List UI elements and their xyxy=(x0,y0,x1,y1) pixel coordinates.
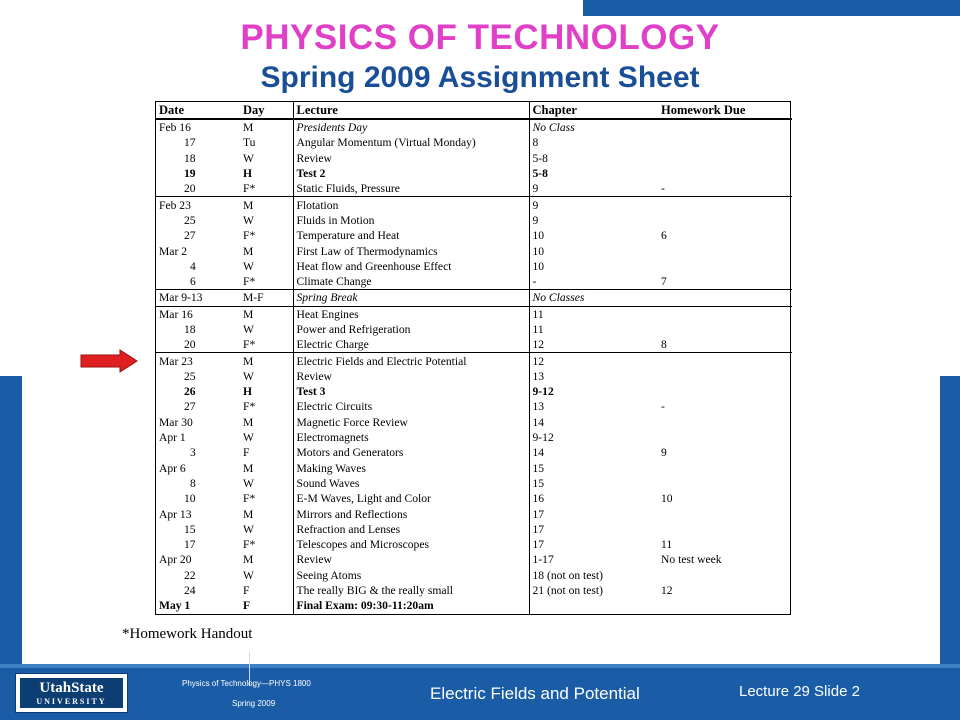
cell-chapter: 13 xyxy=(532,400,545,414)
university-logo xyxy=(15,673,128,713)
cell-date: 17 xyxy=(184,136,196,150)
table-row xyxy=(156,228,792,243)
cell-homework xyxy=(658,353,792,369)
cell-homework xyxy=(658,369,792,384)
table-row xyxy=(156,337,792,353)
cell-day: M xyxy=(240,552,293,567)
cell-date: Apr 1 xyxy=(159,431,186,445)
cell-chapter: 14 xyxy=(532,415,545,429)
cell-day: W xyxy=(240,322,293,337)
cell-date: Feb 23 xyxy=(156,197,240,213)
cell-lecture: Review xyxy=(293,552,529,567)
cell-date: 18 xyxy=(184,323,196,336)
table-row xyxy=(156,197,792,213)
footer-term: Spring 2009 xyxy=(232,699,276,708)
table-row xyxy=(156,369,792,384)
cell-chapter: No Classes xyxy=(529,290,658,306)
column-header: Date xyxy=(156,102,240,119)
cell-date: 8 xyxy=(190,476,196,490)
cell-date: 6 xyxy=(190,275,196,289)
cell-chapter: - xyxy=(532,275,537,289)
cell-homework: 8 xyxy=(661,338,667,352)
cell-day: F* xyxy=(240,537,293,552)
cell-chapter: 14 xyxy=(532,446,545,460)
cell-lecture: Power and Refrigeration xyxy=(293,322,529,337)
cell-homework xyxy=(658,522,792,537)
cell-lecture: Spring Break xyxy=(293,290,529,306)
cell-chapter: 17 xyxy=(532,538,545,552)
cell-date: 18 xyxy=(184,151,196,165)
red-arrow-icon xyxy=(80,349,138,373)
cell-lecture: Magnetic Force Review xyxy=(293,415,529,430)
cell-day: M xyxy=(240,415,293,430)
cell-day: F xyxy=(240,445,293,460)
cell-date: 15 xyxy=(184,522,196,536)
cell-homework xyxy=(658,197,792,213)
cell-chapter: 13 xyxy=(532,369,545,383)
table-row xyxy=(156,598,792,613)
cell-homework xyxy=(658,119,792,135)
cell-date: Mar 9-13 xyxy=(156,290,240,306)
cell-chapter: 5-8 xyxy=(532,167,548,181)
cell-lecture: Sound Waves xyxy=(293,476,529,491)
cell-day: W xyxy=(240,213,293,228)
cell-date: 27 xyxy=(184,229,196,243)
cell-day: F xyxy=(240,598,293,613)
cell-lecture: Making Waves xyxy=(293,461,529,476)
table-row xyxy=(156,399,792,414)
cell-lecture: Test 3 xyxy=(293,384,529,399)
cell-lecture: Climate Change xyxy=(293,274,529,290)
cell-chapter: 10 xyxy=(532,259,545,273)
cell-date: Apr 20 xyxy=(159,553,192,567)
cell-day: F* xyxy=(240,399,293,414)
cell-homework xyxy=(658,476,792,491)
cell-date: 25 xyxy=(184,213,196,227)
cell-homework xyxy=(658,259,792,274)
table-row xyxy=(156,243,792,258)
table-row xyxy=(156,476,792,491)
cell-homework: 12 xyxy=(661,584,673,598)
table-row xyxy=(156,213,792,228)
cell-homework xyxy=(658,461,792,476)
cell-lecture: Flotation xyxy=(293,197,529,213)
cell-lecture: Final Exam: 09:30-11:20am xyxy=(293,598,529,613)
cell-homework xyxy=(658,151,792,166)
table-row xyxy=(156,506,792,521)
cell-date: 20 xyxy=(184,182,196,196)
cell-lecture: Review xyxy=(293,369,529,384)
cell-chapter: 1-17 xyxy=(532,553,554,567)
table-row xyxy=(156,445,792,460)
cell-date: 24 xyxy=(184,584,196,598)
table-row xyxy=(156,135,792,150)
table-row xyxy=(156,151,792,166)
cell-date: 19 xyxy=(184,167,196,181)
cell-day: F xyxy=(240,583,293,598)
table-row xyxy=(156,166,792,181)
cell-day: W xyxy=(240,259,293,274)
cell-day: F* xyxy=(240,337,293,353)
cell-homework xyxy=(658,290,792,306)
table-row xyxy=(156,415,792,430)
cell-lecture: Test 2 xyxy=(293,166,529,181)
cell-homework xyxy=(658,506,792,521)
cell-chapter: 5-8 xyxy=(532,151,548,165)
cell-date: Apr 13 xyxy=(159,507,192,521)
cell-chapter: 12 xyxy=(532,338,545,352)
cell-chapter: No Class xyxy=(532,121,575,135)
cell-chapter: 17 xyxy=(532,522,545,536)
cell-lecture: Mirrors and Reflections xyxy=(293,506,529,521)
cell-day: W xyxy=(240,369,293,384)
cell-day: M xyxy=(240,461,293,476)
cell-date: 26 xyxy=(184,385,196,399)
cell-lecture: Electric Charge xyxy=(293,337,529,353)
cell-chapter: 8 xyxy=(532,136,539,150)
cell-lecture: Electromagnets xyxy=(293,430,529,445)
homework-handout-note: *Homework Handout xyxy=(122,626,253,642)
cell-lecture: First Law of Thermodynamics xyxy=(293,243,529,258)
cell-date: Mar 23 xyxy=(156,353,240,369)
table-row xyxy=(156,491,792,506)
cell-homework: 11 xyxy=(661,538,673,552)
cell-lecture: Fluids in Motion xyxy=(293,213,529,228)
assignment-table xyxy=(155,101,791,615)
table-row xyxy=(156,430,792,445)
cell-homework xyxy=(658,243,792,258)
column-header: Chapter xyxy=(529,102,658,119)
logo-subtext: UNIVERSITY xyxy=(36,697,107,706)
cell-chapter: 9 xyxy=(529,197,658,213)
cell-lecture: Telescopes and Microscopes xyxy=(293,537,529,552)
cell-homework xyxy=(658,135,792,150)
cell-chapter: 9 xyxy=(532,213,539,227)
table-header-row xyxy=(156,102,792,119)
column-header: Day xyxy=(240,102,293,119)
cell-day: F* xyxy=(240,181,293,197)
cell-lecture: Refraction and Lenses xyxy=(293,522,529,537)
cell-homework: - xyxy=(661,400,665,414)
cell-lecture: Seeing Atoms xyxy=(293,568,529,583)
cell-chapter: 17 xyxy=(532,507,545,521)
cell-day: M-F xyxy=(240,290,293,306)
cell-chapter: 18 (not on test) xyxy=(532,568,604,582)
cell-chapter: 9-12 xyxy=(532,431,554,445)
cell-chapter: 10 xyxy=(532,244,545,258)
footer-lecture-slide: Lecture 29 Slide 2 xyxy=(739,683,860,700)
cell-day: W xyxy=(240,476,293,491)
cell-lecture: Temperature and Heat xyxy=(293,228,529,243)
cell-homework xyxy=(658,322,792,337)
cell-homework: 7 xyxy=(661,275,667,289)
cell-lecture: The really BIG & the really small xyxy=(293,583,529,598)
cell-day: F* xyxy=(240,491,293,506)
cell-homework xyxy=(658,568,792,583)
cell-day: H xyxy=(240,384,293,399)
left-blue-bar xyxy=(0,376,22,666)
cell-lecture: Angular Momentum (Virtual Monday) xyxy=(293,135,529,150)
table-row xyxy=(156,290,792,306)
cell-homework xyxy=(658,415,792,430)
cell-date: Feb 16 xyxy=(159,121,191,135)
cell-lecture: Static Fluids, Pressure xyxy=(293,181,529,197)
cell-chapter: 11 xyxy=(529,306,658,322)
right-blue-bar xyxy=(940,376,960,666)
table-row xyxy=(156,522,792,537)
cell-homework: 6 xyxy=(661,229,667,243)
cell-homework: 9 xyxy=(661,446,667,460)
cell-chapter: 21 (not on test) xyxy=(532,584,604,598)
cell-homework xyxy=(658,213,792,228)
table-row xyxy=(156,353,792,369)
table-row xyxy=(156,322,792,337)
cell-day: M xyxy=(240,197,293,213)
cell-chapter: 9 xyxy=(532,182,539,196)
cell-day: M xyxy=(240,506,293,521)
cell-lecture: Review xyxy=(293,151,529,166)
cell-lecture: Electric Fields and Electric Potential xyxy=(293,353,529,369)
top-blue-strip xyxy=(583,0,960,16)
slide-title: PHYSICS OF TECHNOLOGY xyxy=(240,18,720,57)
cell-lecture: Motors and Generators xyxy=(293,445,529,460)
cell-day: Tu xyxy=(240,135,293,150)
cell-lecture: E-M Waves, Light and Color xyxy=(293,491,529,506)
cell-chapter: 9-12 xyxy=(532,385,554,399)
cell-day: W xyxy=(240,522,293,537)
cell-day: M xyxy=(240,243,293,258)
cell-lecture: Heat flow and Greenhouse Effect xyxy=(293,259,529,274)
cell-chapter: 15 xyxy=(532,476,545,490)
table-row xyxy=(156,537,792,552)
table-row xyxy=(156,259,792,274)
cell-date: 17 xyxy=(184,538,196,552)
cell-date: 25 xyxy=(184,369,196,383)
footer-accent-line xyxy=(0,664,960,668)
cell-chapter: 12 xyxy=(529,353,658,369)
cell-day: M xyxy=(240,119,293,135)
cell-date: 4 xyxy=(190,259,196,273)
cell-day: W xyxy=(240,151,293,166)
table-row xyxy=(156,119,792,135)
cell-date: 10 xyxy=(184,492,196,506)
cell-day: M xyxy=(240,306,293,322)
cell-date: 22 xyxy=(184,568,196,582)
cell-homework xyxy=(658,306,792,322)
slide-subtitle: Spring 2009 Assignment Sheet xyxy=(260,61,700,94)
cell-date: 20 xyxy=(184,338,196,352)
cell-day: W xyxy=(240,568,293,583)
cell-lecture: Heat Engines xyxy=(293,306,529,322)
cell-homework xyxy=(658,166,792,181)
cell-chapter: 16 xyxy=(532,492,545,506)
cell-chapter: 10 xyxy=(532,229,545,243)
cell-date: Mar 30 xyxy=(159,415,193,429)
cell-lecture: Presidents Day xyxy=(293,119,529,135)
cell-day: H xyxy=(240,166,293,181)
footer-topic: Electric Fields and Potential xyxy=(430,684,640,703)
footer-course-name: Physics of Technology—PHYS 1800 xyxy=(182,679,311,688)
cell-date: Mar 16 xyxy=(156,306,240,322)
cell-lecture: Electric Circuits xyxy=(293,399,529,414)
cell-chapter xyxy=(529,598,658,613)
cell-date: 3 xyxy=(190,446,196,460)
table-row xyxy=(156,181,792,197)
column-header: Homework Due xyxy=(658,102,792,119)
cell-homework: - xyxy=(661,182,665,196)
column-header: Lecture xyxy=(293,102,529,119)
table-row xyxy=(156,583,792,598)
cell-homework: No test week xyxy=(661,553,722,567)
cell-homework xyxy=(658,384,792,399)
cell-homework: 10 xyxy=(661,492,673,506)
cell-date: Apr 6 xyxy=(159,461,186,475)
cell-day: F* xyxy=(240,274,293,290)
cell-chapter: 11 xyxy=(532,323,544,336)
table-row xyxy=(156,568,792,583)
cell-date: Mar 2 xyxy=(159,244,188,258)
table-row xyxy=(156,552,792,567)
cell-day: F* xyxy=(240,228,293,243)
cell-day: M xyxy=(240,353,293,369)
logo-wordmark: UtahState xyxy=(39,680,104,696)
cell-homework xyxy=(658,598,792,613)
cell-chapter: 15 xyxy=(532,461,545,475)
cell-homework xyxy=(658,430,792,445)
table-row xyxy=(156,461,792,476)
cell-date: 27 xyxy=(184,400,196,414)
table-row xyxy=(156,274,792,290)
cell-date: May 1 xyxy=(159,599,191,613)
cell-day: W xyxy=(240,430,293,445)
table-row xyxy=(156,306,792,322)
table-row xyxy=(156,384,792,399)
